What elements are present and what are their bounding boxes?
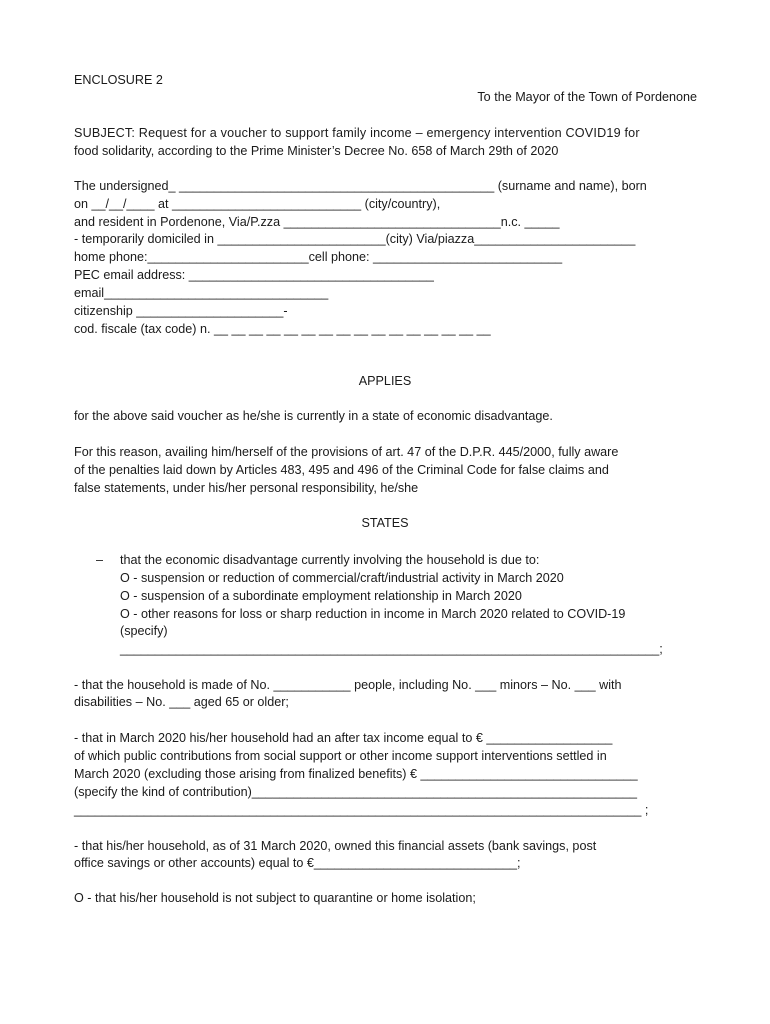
email-field[interactable]: email________________________________ [74, 286, 329, 300]
subject-line-1: SUBJECT: Request for a voucher to support family income – emergency intervention COVID19 for [74, 126, 640, 140]
subject-line-2: food solidarity, according to the Prime Minister’s Decree No. 658 of March 29th of 2020 [74, 144, 559, 158]
citizenship-field[interactable]: citizenship _____________________- [74, 304, 288, 318]
option-suspension-employment[interactable]: O - suspension of a subordinate employment relationship in March 2020 [120, 589, 522, 603]
enclosure-label: ENCLOSURE 2 [74, 73, 163, 87]
phone-field[interactable]: home phone:_______________________cell phone: ___________________________ [74, 250, 563, 264]
applies-text: for the above said voucher as he/she is currently in a state of economic disadvantage. [74, 409, 553, 423]
assets-line-2[interactable]: office savings or other accounts) equal to €_____________________________; [74, 856, 521, 870]
pec-email-field[interactable]: PEC email address: ___________________________________ [74, 268, 434, 282]
income-line-3[interactable]: March 2020 (excluding those arising from finalized benefits) € _______________________________ [74, 767, 638, 781]
specify-label: (specify) [120, 624, 168, 638]
household-line-2[interactable]: disabilities – No. ___ aged 65 or older; [74, 695, 289, 709]
income-line-4[interactable]: (specify the kind of contribution)_______________________________________________________ [74, 785, 638, 799]
undersigned-field[interactable]: The undersigned_ _____________________________________________ (surname and name), born [74, 179, 647, 193]
residence-field[interactable]: and resident in Pordenone, Via/P.zza _______________________________n.c. _____ [74, 215, 560, 229]
reason-line-3: false statements, under his/her personal responsibility, he/she [74, 481, 419, 495]
household-line-1[interactable]: - that the household is made of No. ___________ people, including No. ___ minors – No. ___ with [74, 678, 622, 692]
income-line-5[interactable]: _________________________________________________________________________________ ; [74, 803, 649, 817]
domicile-field[interactable]: - temporarily domiciled in ________________________(city) Via/piazza_______________________ [74, 232, 636, 246]
states-heading: STATES [361, 516, 409, 530]
option-suspension-activity[interactable]: O - suspension or reduction of commercial/craft/industrial activity in March 2020 [120, 571, 564, 585]
applies-heading: APPLIES [358, 374, 412, 388]
assets-line-1: - that his/her household, as of 31 March 2020, owned this financial assets (bank savings, post [74, 839, 597, 853]
reason-line-2: of the penalties laid down by Articles 483, 495 and 496 of the Criminal Code for false claims and [74, 463, 609, 477]
specify-field[interactable]: _____________________________________________________________________________; [120, 642, 663, 656]
reason-line-1: For this reason, availing him/herself of the provisions of art. 47 of the D.P.R. 445/2000, fully aware [74, 445, 619, 459]
list-dash: – [96, 553, 104, 567]
quarantine-option[interactable]: O - that his/her household is not subject to quarantine or home isolation; [74, 891, 476, 905]
income-line-1[interactable]: - that in March 2020 his/her household had an after tax income equal to € __________________ [74, 731, 613, 745]
income-line-2: of which public contributions from social support or other income support interventions settled in [74, 749, 607, 763]
birth-field[interactable]: on __/__/____ at ___________________________ (city/country), [74, 197, 441, 211]
tax-code-field[interactable]: cod. fiscale (tax code) n. __ __ __ __ __ __ __ __ __ __ __ __ __ __ __ __ [74, 322, 491, 336]
disadvantage-intro: that the economic disadvantage currently involving the household is due to: [120, 553, 540, 567]
recipient-line: To the Mayor of the Town of Pordenone [477, 90, 697, 104]
option-other-reasons[interactable]: O - other reasons for loss or sharp reduction in income in March 2020 related to COVID-19 [120, 607, 626, 621]
